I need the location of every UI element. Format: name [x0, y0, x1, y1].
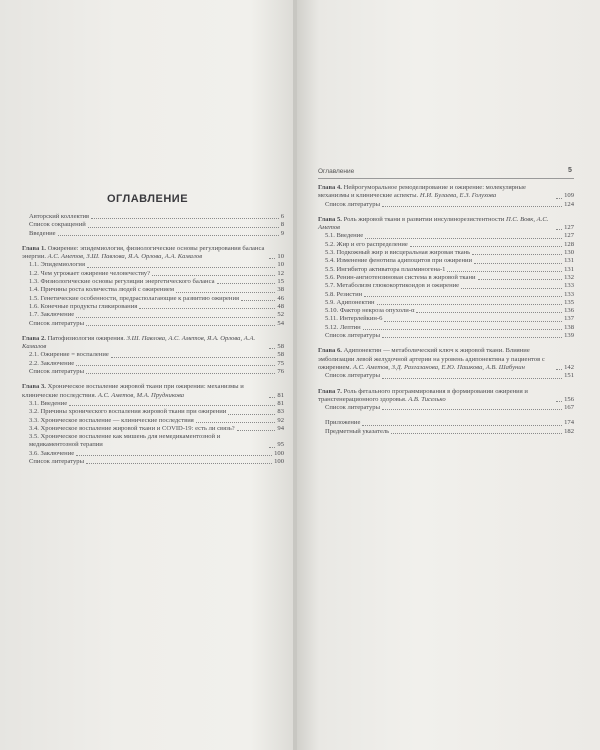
- toc-entry: [22, 295, 284, 303]
- toc-spacer: [22, 328, 284, 335]
- toc-title: ОГЛАВЛЕНИЕ: [106, 193, 189, 205]
- chapter-label: Глава 7.: [318, 387, 342, 395]
- chapter-heading: [318, 388, 554, 405]
- toc-entry: [22, 433, 284, 450]
- dot-leader: [217, 283, 276, 284]
- toc-entry: [318, 428, 574, 436]
- toc-entry: [22, 400, 284, 408]
- page-ref: 167: [564, 404, 574, 412]
- page-ref: 133: [564, 290, 574, 298]
- dot-leader: [382, 378, 562, 379]
- page-ref: 130: [564, 249, 574, 257]
- page-ref: 131: [564, 265, 574, 273]
- entry-title: 5.5. Ингибитор активатора плазминогена-1: [325, 265, 446, 273]
- chapter-authors: А.В. Тиселько: [408, 395, 446, 403]
- dot-leader: [472, 254, 562, 255]
- toc-entry: [318, 291, 574, 299]
- page-ref: 142: [564, 363, 574, 371]
- page-ref: 132: [564, 273, 574, 281]
- dot-leader: [139, 308, 275, 309]
- chapter-title: Патофизиология ожирения.: [47, 334, 125, 342]
- chapter-title: Роль жировой ткани в развитии инсулинорезистентности: [343, 215, 505, 223]
- entry-title: 5.7. Метаболизм глюкокортикоидов и ожирение: [325, 282, 460, 290]
- toc-entry: [318, 372, 574, 380]
- dot-leader: [410, 246, 562, 247]
- toc-spacer: [318, 209, 574, 216]
- entry-title: Приложение: [325, 419, 361, 427]
- entry-title: 5.6. Ренин-ангиотензиновая система в жировой ткани: [325, 273, 476, 281]
- dot-leader: [269, 258, 275, 259]
- page-ref: 127: [564, 224, 574, 232]
- chapter-label: Глава 2.: [22, 334, 46, 342]
- toc-chapter-entry: [318, 184, 574, 201]
- page-ref: 156: [564, 395, 574, 403]
- toc-entry: [22, 425, 284, 433]
- toc-chapter-entry: [318, 388, 574, 405]
- dot-leader: [556, 229, 562, 230]
- page-ref: 109: [564, 192, 574, 200]
- chapter-label: Глава 4.: [318, 184, 342, 191]
- dot-leader: [269, 447, 275, 448]
- entry-title: 3.3. Хроническое воспаление — клинические последствия: [29, 416, 194, 424]
- dot-leader: [556, 401, 562, 402]
- toc-entry: [22, 368, 284, 376]
- chapter-title: Адипонектин — метаболический ключ к жировой ткани. Влияние эмболизации левой желудочной артерии на уровень адипонектина у пациентов с ожирением.: [318, 347, 545, 371]
- chapter-title: Роль фетального программирования в формировании ожирения и трансгенерационного здоровья.: [318, 387, 528, 403]
- page-ref: 76: [277, 368, 284, 376]
- toc-chapter-entry: [22, 383, 284, 400]
- entry-title: Список сокращений: [29, 221, 86, 229]
- entry-title: 2.2. Заключение: [29, 359, 75, 367]
- entry-title: 3.6. Заключение: [29, 449, 75, 457]
- entry-title: 3.5. Хроническое воспаление как мишень для немедикаментозной и медикаментозной терапии: [29, 433, 221, 449]
- dot-leader: [478, 279, 563, 280]
- dot-leader: [152, 275, 275, 276]
- dot-leader: [382, 337, 562, 338]
- dot-leader: [76, 317, 275, 318]
- toc-entry: [22, 270, 284, 278]
- dot-leader: [87, 267, 275, 268]
- header-rule: [318, 178, 574, 179]
- entry-title: Список литературы: [325, 372, 381, 380]
- dot-leader: [362, 425, 562, 426]
- page-ref: 94: [277, 424, 284, 432]
- entry-title: 5.3. Подкожный жир и висцеральная жировая ткань: [325, 249, 471, 257]
- entry-title: Авторский коллектив: [29, 213, 90, 220]
- toc-left-column: [22, 213, 284, 466]
- page-ref: 48: [277, 302, 284, 310]
- book-gutter: [293, 0, 297, 750]
- entry-title: 1.6. Конечные продукты гликирования: [29, 302, 138, 310]
- toc-spacer: [318, 412, 574, 419]
- toc-entry: [318, 332, 574, 340]
- page-ref: 54: [277, 319, 284, 327]
- page-ref: 81: [277, 391, 284, 399]
- dot-leader: [556, 198, 562, 199]
- toc-spacer: [318, 340, 574, 347]
- page-ref: 58: [277, 351, 284, 359]
- page-ref: 138: [564, 323, 574, 331]
- toc-entry: [22, 303, 284, 311]
- chapter-authors: А.С. Аметов, М.А. Прудникова: [97, 391, 185, 399]
- page-ref: 137: [564, 315, 574, 323]
- chapter-label: Глава 5.: [318, 215, 342, 223]
- entry-title: 3.4. Хроническое воспаление жировой ткани и COVID-19: есть ли связь?: [29, 424, 235, 432]
- chapter-heading: [22, 383, 267, 400]
- chapter-title: Нейрогуморальное ремоделирование и ожирение: молекулярные механизмы и клинические аспекты.: [318, 184, 526, 200]
- entry-title: 1.1. Эпидемиология: [29, 261, 85, 269]
- chapter-title: Хроническое воспаление жировой ткани при ожирении: механизмы и клинические последствия.: [22, 383, 244, 399]
- dot-leader: [76, 455, 272, 456]
- chapter-authors: Н.И. Булаева, Е.З. Голухова: [419, 192, 497, 200]
- entry-title: 5.4. Изменение фенотипа адипоцитов при ожирении: [325, 257, 473, 265]
- dot-leader: [447, 271, 562, 272]
- page-ref: 81: [277, 399, 284, 407]
- toc-entry: [22, 351, 284, 359]
- toc-chapter-entry: [22, 245, 284, 262]
- toc-entry: [22, 360, 284, 368]
- page-ref: 58: [277, 343, 284, 351]
- entry-title: Список литературы: [325, 332, 381, 340]
- toc-entry: [22, 213, 284, 221]
- dot-leader: [461, 288, 562, 289]
- toc-chapter-entry: [318, 216, 574, 233]
- dot-leader: [382, 206, 562, 207]
- entry-title: 5.9. Адипонектин: [325, 298, 375, 306]
- toc-entry: [318, 307, 574, 315]
- entry-title: 5.8. Резистин: [325, 290, 363, 298]
- page-ref: 52: [277, 311, 284, 319]
- entry-title: 1.3. Физиологические основы регуляции энергетического баланса: [29, 278, 215, 286]
- chapter-title: Ожирение: эпидемиология, физиологические основы регулирования баланса энергии.: [22, 244, 265, 261]
- page-ref: 124: [564, 200, 574, 208]
- entry-title: 1.2. Чем угрожает ожирение человечеству?: [29, 269, 151, 277]
- entry-title: 1.4. Причины роста количества людей с ожирением: [29, 286, 175, 294]
- entry-title: 2.1. Ожирение = воспаление: [29, 351, 109, 359]
- chapter-heading: [22, 245, 267, 262]
- toc-entry: [22, 458, 284, 466]
- toc-chapter-entry: [22, 335, 284, 352]
- page-ref: 133: [564, 282, 574, 290]
- dot-leader: [88, 227, 279, 228]
- toc-entry: [318, 257, 574, 265]
- page-ref: 100: [274, 458, 284, 466]
- toc-entry: [22, 408, 284, 416]
- page-ref: 15: [277, 278, 284, 286]
- dot-leader: [364, 296, 562, 297]
- dot-leader: [176, 292, 275, 293]
- dot-leader: [91, 218, 279, 219]
- page-ref: 151: [564, 372, 574, 380]
- entry-title: 5.1. Введение: [325, 232, 364, 240]
- dot-leader: [474, 263, 562, 264]
- toc-spacer: [22, 376, 284, 383]
- entry-title: Список литературы: [325, 200, 381, 208]
- toc-entry: [318, 266, 574, 274]
- dot-leader: [241, 300, 275, 301]
- page-ref: 139: [564, 332, 574, 340]
- dot-leader: [556, 369, 562, 370]
- page-ref: 10: [277, 261, 284, 269]
- entry-title: Список литературы: [325, 404, 381, 412]
- dot-leader: [237, 430, 276, 431]
- toc-entry: [22, 261, 284, 269]
- dot-leader: [86, 373, 275, 374]
- chapter-authors: З.Ш. Павлова, А.С. Аметов, Я.А. Орлова, А.А. Камалов: [22, 334, 256, 351]
- page-ref: 95: [277, 441, 284, 449]
- entry-title: 5.11. Интерлейкин-6: [325, 315, 383, 323]
- dot-leader: [111, 357, 276, 358]
- dot-leader: [76, 365, 275, 366]
- entry-title: Список литературы: [29, 319, 85, 327]
- dot-leader: [384, 321, 562, 322]
- page-ref: 9: [280, 229, 284, 237]
- dot-leader: [269, 397, 275, 398]
- toc-entry: [318, 404, 574, 412]
- page-number: 5: [568, 167, 572, 174]
- entry-title: Предметный указатель: [325, 427, 390, 435]
- page-ref: 174: [564, 419, 574, 427]
- toc-entry: [22, 450, 284, 458]
- toc-entry: [22, 278, 284, 286]
- entry-title: 5.10. Фактор некроза опухоли-α: [325, 307, 415, 315]
- dot-leader: [69, 405, 275, 406]
- chapter-heading: [318, 347, 554, 372]
- toc-right-column: [318, 184, 574, 436]
- entry-title: 5.2. Жир и его распределение: [325, 240, 408, 248]
- dot-leader: [196, 422, 276, 423]
- toc-entry: [22, 320, 284, 328]
- page-ref: 8: [280, 221, 284, 229]
- toc-entry: [318, 241, 574, 249]
- page-ref: 128: [564, 240, 574, 248]
- page-ref: 12: [277, 269, 284, 277]
- toc-chapter-entry: [318, 347, 574, 372]
- page-ref: 136: [564, 307, 574, 315]
- toc-entry: [22, 311, 284, 319]
- page-ref: 46: [277, 294, 284, 302]
- dot-leader: [416, 312, 562, 313]
- page-ref: 38: [277, 286, 284, 294]
- toc-entry: [318, 315, 574, 323]
- dot-leader: [228, 414, 275, 415]
- entry-title: 1.5. Генетические особенности, предрасполагающие к развитию ожирения: [29, 294, 240, 302]
- chapter-label: Глава 1.: [22, 244, 46, 252]
- page-ref: 127: [564, 232, 574, 240]
- toc-entry: [318, 232, 574, 240]
- chapter-label: Глава 6.: [318, 347, 342, 355]
- chapter-heading: [318, 216, 554, 233]
- running-head: Оглавление: [318, 168, 355, 175]
- dot-leader: [58, 235, 279, 236]
- entry-title: 5.12. Лептин: [325, 323, 361, 331]
- dot-leader: [365, 238, 562, 239]
- page-ref: 83: [277, 408, 284, 416]
- toc-entry: [22, 221, 284, 229]
- chapter-heading: [318, 184, 554, 201]
- dot-leader: [382, 409, 562, 410]
- toc-entry: [318, 419, 574, 427]
- toc-entry: [22, 417, 284, 425]
- page-ref: 135: [564, 298, 574, 306]
- page-ref: 182: [564, 427, 574, 435]
- entry-title: Список литературы: [29, 458, 85, 466]
- chapter-authors: А.С. Аметов, З.Д. Разгазанова, Е.Ю. Пашкова, А.В. Шабунин: [352, 363, 525, 371]
- toc-entry: [318, 201, 574, 209]
- page-ref: 131: [564, 257, 574, 265]
- toc-entry: [22, 230, 284, 238]
- toc-spacer: [318, 381, 574, 388]
- toc-spacer: [22, 238, 284, 245]
- toc-entry: [318, 249, 574, 257]
- toc-entry: [318, 274, 574, 282]
- page-ref: 6: [280, 213, 284, 220]
- entry-title: Введение: [29, 229, 56, 237]
- entry-title: 3.1. Введение: [29, 399, 68, 407]
- dot-leader: [86, 463, 272, 464]
- chapter-heading: [22, 335, 267, 352]
- dot-leader: [391, 433, 562, 434]
- toc-entry: [318, 299, 574, 307]
- dot-leader: [377, 304, 563, 305]
- page-ref: 92: [277, 416, 284, 424]
- toc-entry: [318, 282, 574, 290]
- chapter-label: Глава 3.: [22, 383, 46, 391]
- chapter-authors: А.С. Аметов, З.Ш. Павлова, Я.А. Орлова, А.А. Камалов: [47, 253, 203, 261]
- toc-entry: [318, 324, 574, 332]
- chapter-authors: П.С. Вовк, А.С. Аметов: [318, 215, 549, 232]
- entry-title: Список литературы: [29, 368, 85, 376]
- entry-title: 1.7. Заключение: [29, 311, 75, 319]
- dot-leader: [363, 329, 562, 330]
- page-ref: 10: [277, 253, 284, 261]
- dot-leader: [86, 325, 275, 326]
- page-ref: 75: [277, 359, 284, 367]
- entry-title: 3.2. Причины хронического воспаления жировой ткани при ожирении: [29, 408, 227, 416]
- page-ref: 100: [274, 449, 284, 457]
- dot-leader: [269, 348, 275, 349]
- toc-entry: [22, 286, 284, 294]
